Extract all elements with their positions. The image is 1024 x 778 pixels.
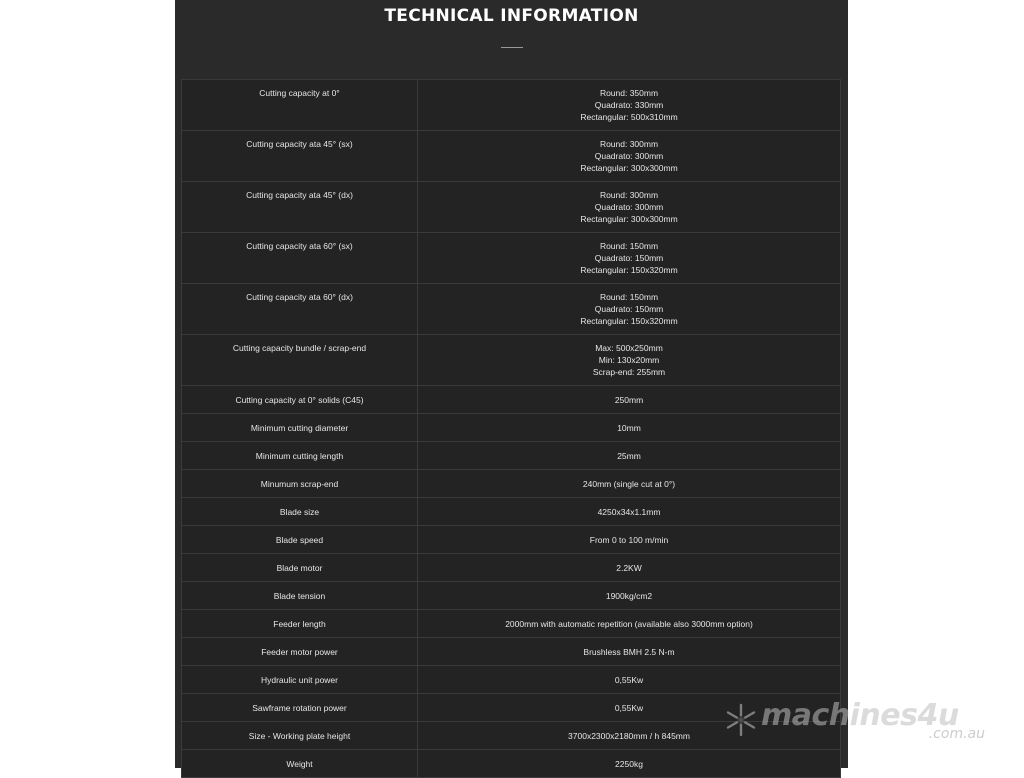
spec-label: Minimum cutting length bbox=[182, 442, 418, 470]
table-row bbox=[182, 182, 841, 233]
spec-value-line: 250mm bbox=[614, 394, 644, 405]
spec-value-line: Quadrato: 150mm bbox=[594, 253, 664, 263]
spec-label: Cutting capacity at 0° bbox=[182, 80, 418, 131]
spec-label: Cutting capacity ata 60° (dx) bbox=[182, 284, 418, 335]
table-row bbox=[182, 498, 841, 526]
spec-value-line: 2250kg bbox=[615, 758, 643, 769]
spec-value bbox=[418, 442, 841, 470]
watermark-brand: machines4u bbox=[761, 698, 959, 733]
spec-label: Cutting capacity ata 60° (sx) bbox=[182, 233, 418, 284]
table-row bbox=[182, 386, 841, 414]
table-row bbox=[182, 442, 841, 470]
spec-value-line: 1900kg/cm2 bbox=[605, 590, 653, 601]
specs-table-body bbox=[182, 80, 841, 778]
spec-value-line: Round: 350mm bbox=[599, 88, 659, 98]
spec-label: Feeder motor power bbox=[182, 638, 418, 666]
spec-value-line: 2000mm with automatic repetition (available also 3000mm option) bbox=[505, 618, 753, 629]
spec-value bbox=[418, 666, 841, 694]
spec-value-line: Round: 300mm bbox=[599, 190, 659, 200]
spec-value-line: 3700x2300x2180mm / h 845mm bbox=[568, 730, 690, 741]
spec-label: Cutting capacity at 0° solids (C45) bbox=[182, 386, 418, 414]
section-title: TECHNICAL INFORMATION bbox=[384, 6, 639, 26]
spec-value-line: Brushless BMH 2.5 N-m bbox=[583, 646, 675, 657]
table-row bbox=[182, 284, 841, 335]
spec-value bbox=[418, 554, 841, 582]
spec-label: Blade speed bbox=[182, 526, 418, 554]
spec-label: Hydraulic unit power bbox=[182, 666, 418, 694]
spec-value-line: Quadrato: 300mm bbox=[594, 151, 664, 161]
spec-value bbox=[418, 182, 841, 233]
table-row bbox=[182, 80, 841, 131]
spec-label: Feeder length bbox=[182, 610, 418, 638]
table-row bbox=[182, 526, 841, 554]
specs-table bbox=[181, 79, 841, 778]
spec-value-line: 0,55Kw bbox=[614, 702, 644, 713]
title-divider bbox=[501, 47, 523, 48]
spec-value bbox=[418, 335, 841, 386]
spec-label: Minumum scrap-end bbox=[182, 470, 418, 498]
table-row bbox=[182, 414, 841, 442]
spec-label: Sawframe rotation power bbox=[182, 694, 418, 722]
spec-value bbox=[418, 750, 841, 778]
spec-value-line: Rectangular: 150x320mm bbox=[580, 316, 678, 326]
spec-value bbox=[418, 638, 841, 666]
table-row bbox=[182, 554, 841, 582]
spec-label: Size - Working plate height bbox=[182, 722, 418, 750]
spec-value-line: 240mm (single cut at 0°) bbox=[582, 478, 676, 489]
spec-value-line: Round: 150mm bbox=[599, 241, 659, 251]
table-row bbox=[182, 470, 841, 498]
spec-value-line: Min: 130x20mm bbox=[598, 355, 660, 365]
spec-value-line: 2.2KW bbox=[616, 562, 642, 573]
spec-value-line: Round: 150mm bbox=[599, 292, 659, 302]
spec-label: Cutting capacity ata 45° (dx) bbox=[182, 182, 418, 233]
spec-value-line: Quadrato: 150mm bbox=[594, 304, 664, 314]
spec-value bbox=[418, 80, 841, 131]
table-row bbox=[182, 131, 841, 182]
spec-value-line: Rectangular: 300x300mm bbox=[580, 163, 678, 173]
spec-value bbox=[418, 233, 841, 284]
spec-label: Blade tension bbox=[182, 582, 418, 610]
spec-value bbox=[418, 582, 841, 610]
spec-label: Blade motor bbox=[182, 554, 418, 582]
table-row bbox=[182, 335, 841, 386]
table-row bbox=[182, 750, 841, 778]
spec-value bbox=[418, 470, 841, 498]
table-row bbox=[182, 666, 841, 694]
spec-value-line: 0,55Kw bbox=[614, 674, 644, 685]
spec-label: Cutting capacity bundle / scrap-end bbox=[182, 335, 418, 386]
machines4u-watermark bbox=[723, 700, 993, 745]
spec-value-line: Rectangular: 150x320mm bbox=[580, 265, 678, 275]
table-row bbox=[182, 582, 841, 610]
spec-value bbox=[418, 284, 841, 335]
snowflake-star-icon bbox=[723, 702, 759, 738]
spec-value-line: Rectangular: 500x310mm bbox=[580, 112, 678, 122]
spec-label: Blade size bbox=[182, 498, 418, 526]
spec-value-line: 4250x34x1.1mm bbox=[597, 506, 661, 517]
watermark-domain: .com.au bbox=[928, 726, 985, 742]
spec-value bbox=[418, 131, 841, 182]
spec-value bbox=[418, 526, 841, 554]
spec-value bbox=[418, 498, 841, 526]
spec-value-line: Quadrato: 300mm bbox=[594, 202, 664, 212]
spec-value-line: 25mm bbox=[617, 450, 641, 461]
technical-info-panel bbox=[175, 0, 848, 768]
spec-value-line: Scrap-end: 255mm bbox=[592, 367, 666, 377]
spec-label: Minimum cutting diameter bbox=[182, 414, 418, 442]
spec-value-line: 10mm bbox=[617, 422, 641, 433]
spec-value-line: Max: 500x250mm bbox=[595, 343, 663, 353]
spec-value bbox=[418, 386, 841, 414]
spec-value-line: Quadrato: 330mm bbox=[594, 100, 664, 110]
spec-value-line: Rectangular: 300x300mm bbox=[580, 214, 678, 224]
table-row bbox=[182, 233, 841, 284]
spec-label: Cutting capacity ata 45° (sx) bbox=[182, 131, 418, 182]
spec-value bbox=[418, 610, 841, 638]
spec-value-line: Round: 300mm bbox=[599, 139, 659, 149]
table-row bbox=[182, 638, 841, 666]
spec-value bbox=[418, 414, 841, 442]
spec-value-line: From 0 to 100 m/min bbox=[589, 534, 669, 545]
spec-label: Weight bbox=[182, 750, 418, 778]
table-row bbox=[182, 610, 841, 638]
